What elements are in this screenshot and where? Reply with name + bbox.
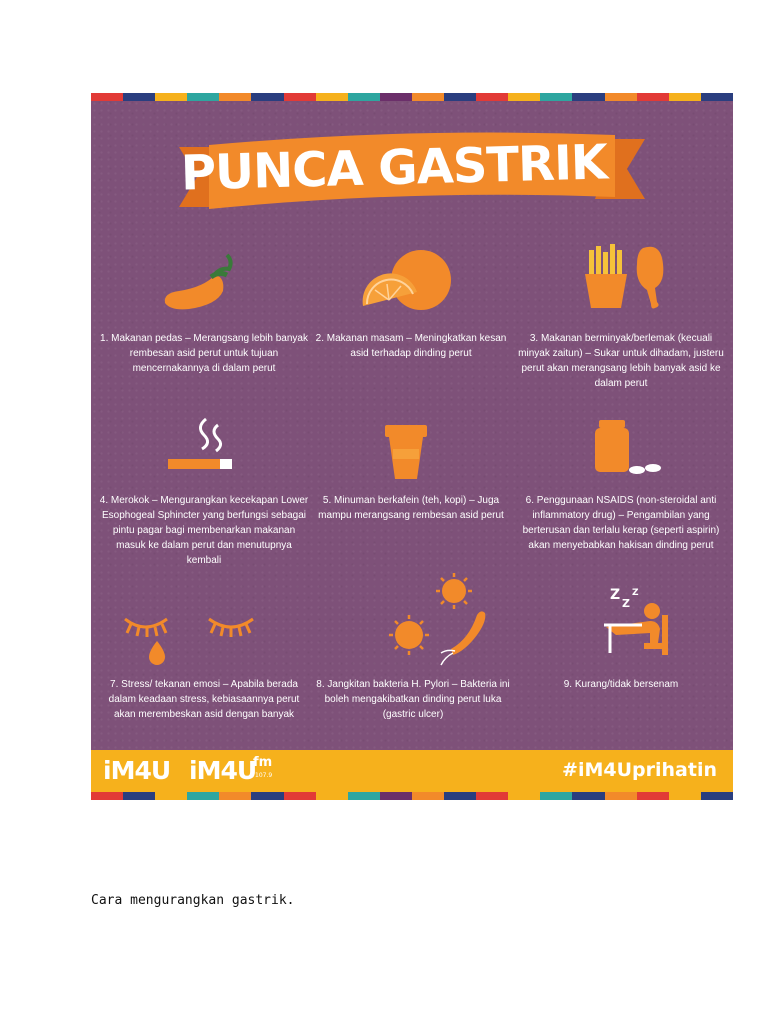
pill-bottle-icon <box>591 418 671 478</box>
bottom-color-stripe <box>91 792 733 800</box>
cause-item-6: 6. Penggunaan NSAIDS (non-steroidal anti inflammatory drug) – Pengambilan yang berterusan dan terlalu kerap (seperti aspirin) akan menyebabkan hakisan dinding perut <box>522 495 720 551</box>
cause-item-5: 5. Minuman berkafein (teh, kopi) – Juga mampu merangsang rembesan asid perut <box>318 495 504 521</box>
cause-item-8: 8. Jangkitan bakteria H. Pylori – Bakteria ini boleh mengakibatkan dinding perut luka (gastric ulcer) <box>316 679 510 720</box>
chili-pepper-icon <box>159 253 239 313</box>
cause-item-9: 9. Kurang/tidak bersenam <box>563 679 679 690</box>
cause-item-3: 3. Makanan berminyak/berlemak (kecuali minyak zaitun) – Sukar untuk dihadam, justeru perut akan merangsang lebih banyak asid ke dalam perut <box>518 333 724 389</box>
top-color-stripe <box>91 93 733 101</box>
cause-item-2: 2. Makanan masam – Meningkatkan kesan asid terhadap dinding perut <box>315 333 507 359</box>
sleeping-person-icon <box>596 581 681 666</box>
svg-text:Z: Z <box>610 587 621 603</box>
poster-footer <box>91 750 733 792</box>
hashtag-label: #iM4Uprihatin <box>562 759 717 781</box>
im4u-fm-logo: iM4U <box>189 756 257 785</box>
crying-eyes-icon <box>121 605 271 665</box>
cause-item-7: 7. Stress/ tekanan emosi – Apabila berada dalam keadaan stress, kebiasaannya perut akan merembeskan asid dengan banyak <box>108 679 300 720</box>
coffee-cup-icon <box>381 423 431 483</box>
im4u-logo: iM4U <box>103 756 171 785</box>
fries-chicken-icon <box>581 238 671 318</box>
cause-item-1: 1. Makanan pedas – Merangsang lebih banyak rembesan asid perut untuk tujuan mencernakannya di dalam perut <box>100 333 308 374</box>
document-caption: Cara mengurangkan gastrik. <box>91 893 295 908</box>
poster-title: PUNCA GASTRIK <box>180 134 608 202</box>
infographic-poster <box>91 93 733 800</box>
im4u-fm-suffix: fm <box>253 755 273 770</box>
cigarette-icon <box>166 415 241 473</box>
svg-text:Z: Z <box>632 588 639 598</box>
bacteria-icon <box>381 571 501 671</box>
svg-text:Z: Z <box>622 597 630 610</box>
cause-item-4: 4. Merokok – Mengurangkan kecekapan Lower Esophogeal Sphincter yang berfungsi sebagai pintu pagar bagi membenarkan makanan masuk ke dalam perut dan menutupnya kembali <box>99 495 309 566</box>
orange-fruit-icon <box>359 248 459 318</box>
im4u-fm-frequency: 107.9 <box>255 772 273 779</box>
